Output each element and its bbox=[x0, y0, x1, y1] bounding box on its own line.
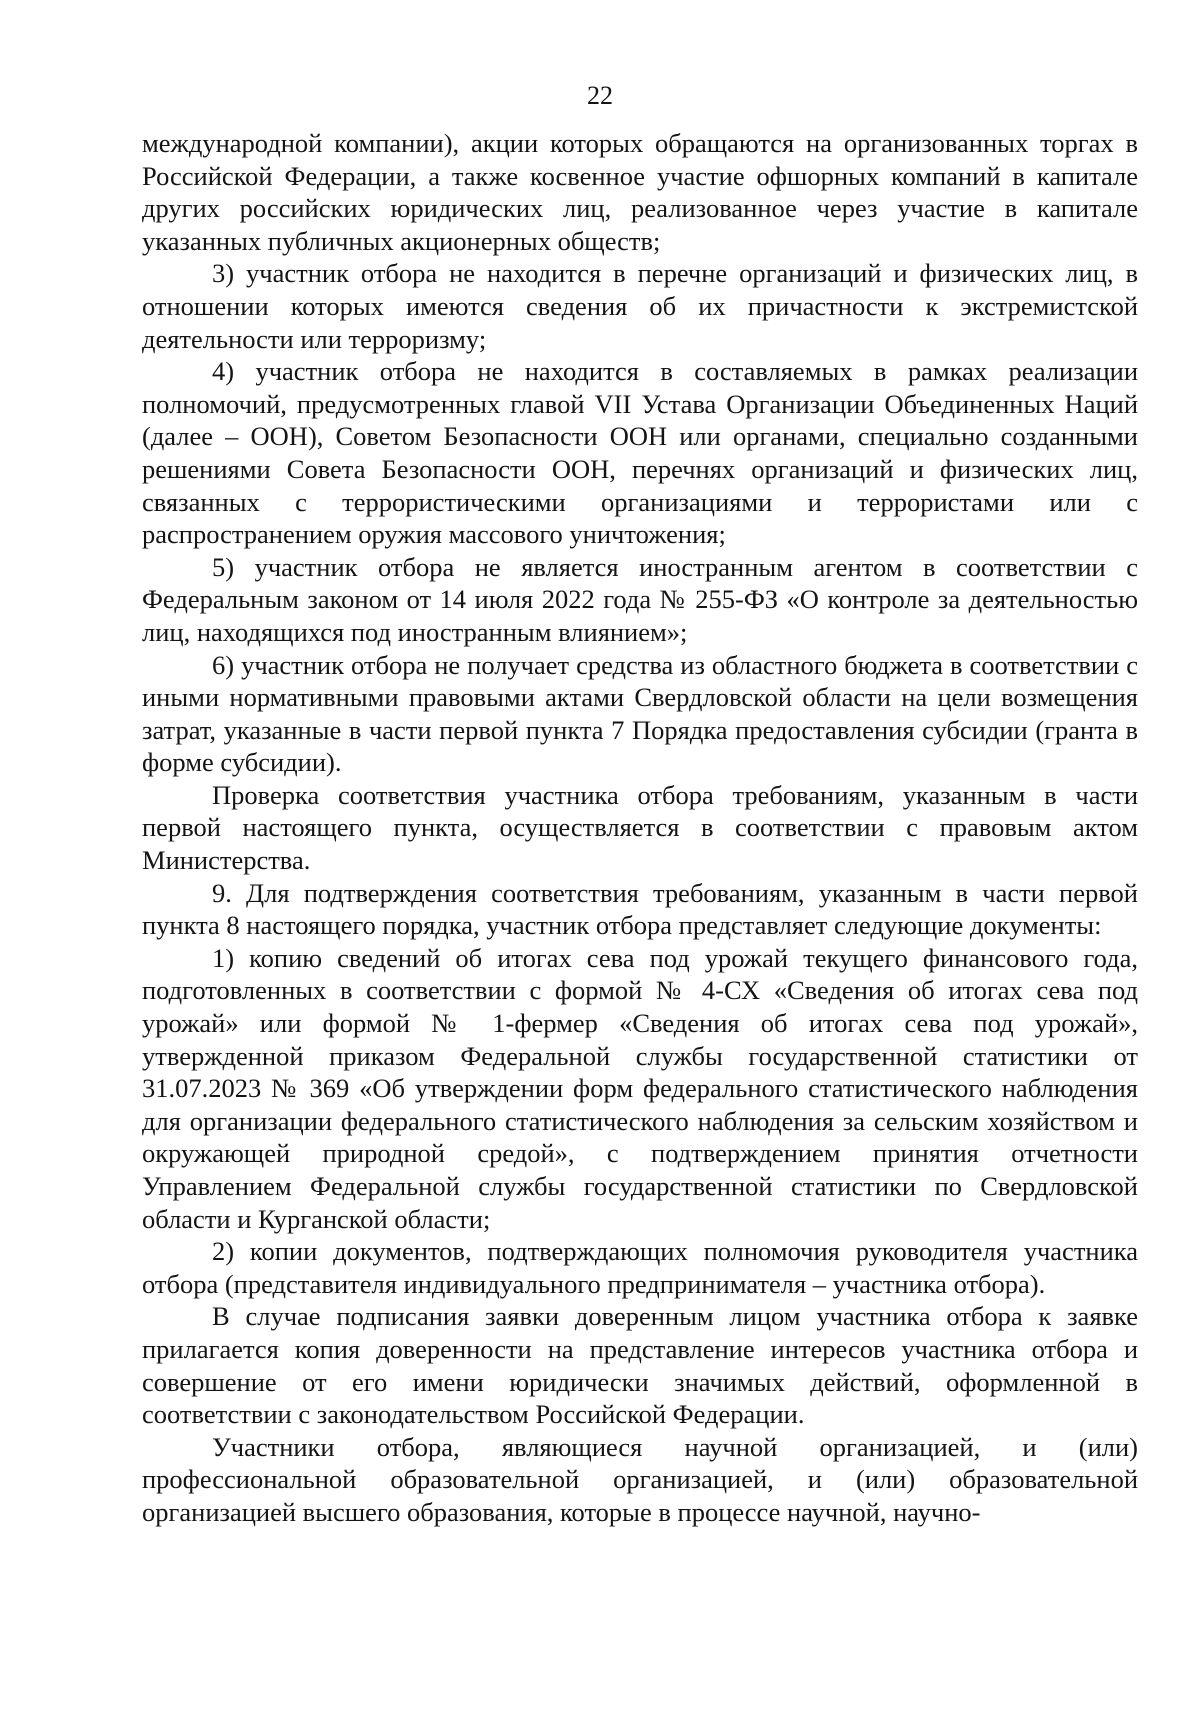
document-body bbox=[142, 127, 1138, 1529]
paragraph-doc-item-2: 2) копии документов, подтверждающих полномочия руководителя участника отбора (представителя индивидуального предпринимателя – участника отбора). bbox=[142, 1236, 1138, 1299]
paragraph-power-of-attorney: В случае подписания заявки доверенным лицом участника отбора к заявке прилагается копия доверенности на представление интересов участника отбора и совершение от его имени юридически значимых действий, оформленной в соответствии с законодательством Российской Федерации. bbox=[142, 1301, 1138, 1430]
page-number: 22 bbox=[587, 81, 613, 110]
paragraph-item-3: 3) участник отбора не находится в перечне организаций и физических лиц, в отношении которых имеются сведения об их причастности к экстремистской деятельности или терроризму; bbox=[142, 258, 1138, 354]
paragraph-item-5: 5) участник отбора не является иностранным агентом в соответствии с Федеральным законом от 14 июля 2022 года № 255-ФЗ «О контроле за деятельностью лиц, находящихся под иностранным влиянием»; bbox=[142, 551, 1138, 647]
paragraph-section-9: 9. Для подтверждения соответствия требованиям, указанным в части первой пункта 8 настоящего порядка, участник отбора представляет следующие документы: bbox=[142, 877, 1138, 941]
paragraph-verification: Проверка соответствия участника отбора требованиям, указанным в части первой настоящего пункта, осуществляется в соответствии с правовым актом Министерства. bbox=[142, 779, 1138, 876]
paragraph-doc-item-1: 1) копию сведений об итогах сева под урожай текущего финансового года, подготовленных в соответствии с формой № 4-СХ «Сведения об итогах сева под урожай» или формой № 1-фермер «Сведения об итогах сева под урожай», утвержденной приказом Федеральной службы государственной статистики от 31.07.2023 № 369 «Об утверждении форм федерального статистического наблюдения для организации федерального статистического наблюдения за сельским хозяйством и окружающей природной средой», с подтверждением принятия отчетности Управлением Федеральной службы государственной статистики по Свердловской области и Курганской области; bbox=[142, 942, 1138, 1234]
paragraph-participants: Участники отбора, являющиеся научной организацией, и (или) профессиональной образовательной организацией, и (или) образовательной организацией высшего образования, которые в процессе научной, научно- bbox=[142, 1431, 1138, 1527]
paragraph-continuation: международной компании), акции которых обращаются на организованных торгах в Российской Федерации, а также косвенное участие офшорных компаний в капитале других российских юридических лиц, реализованное через участие в капитале указанных публичных акционерных обществ; bbox=[142, 128, 1138, 256]
paragraph-item-4: 4) участник отбора не находится в составляемых в рамках реализации полномочий, предусмотренных главой VII Устава Организации Объединенных Наций (далее – ООН), Советом Безопасности ООН или органами, специально созданными решениями Совета Безопасности ООН, перечнях организаций и физических лиц, связанных с террористическими организациями и террористами или с распространением оружия массового уничтожения; bbox=[142, 356, 1138, 550]
paragraph-item-6: 6) участник отбора не получает средства из областного бюджета в соответствии с иными нормативными правовыми актами Свердловской области на цели возмещения затрат, указанные в части первой пункта 7 Порядка предоставления субсидии (гранта в форме субсидии). bbox=[142, 649, 1138, 778]
